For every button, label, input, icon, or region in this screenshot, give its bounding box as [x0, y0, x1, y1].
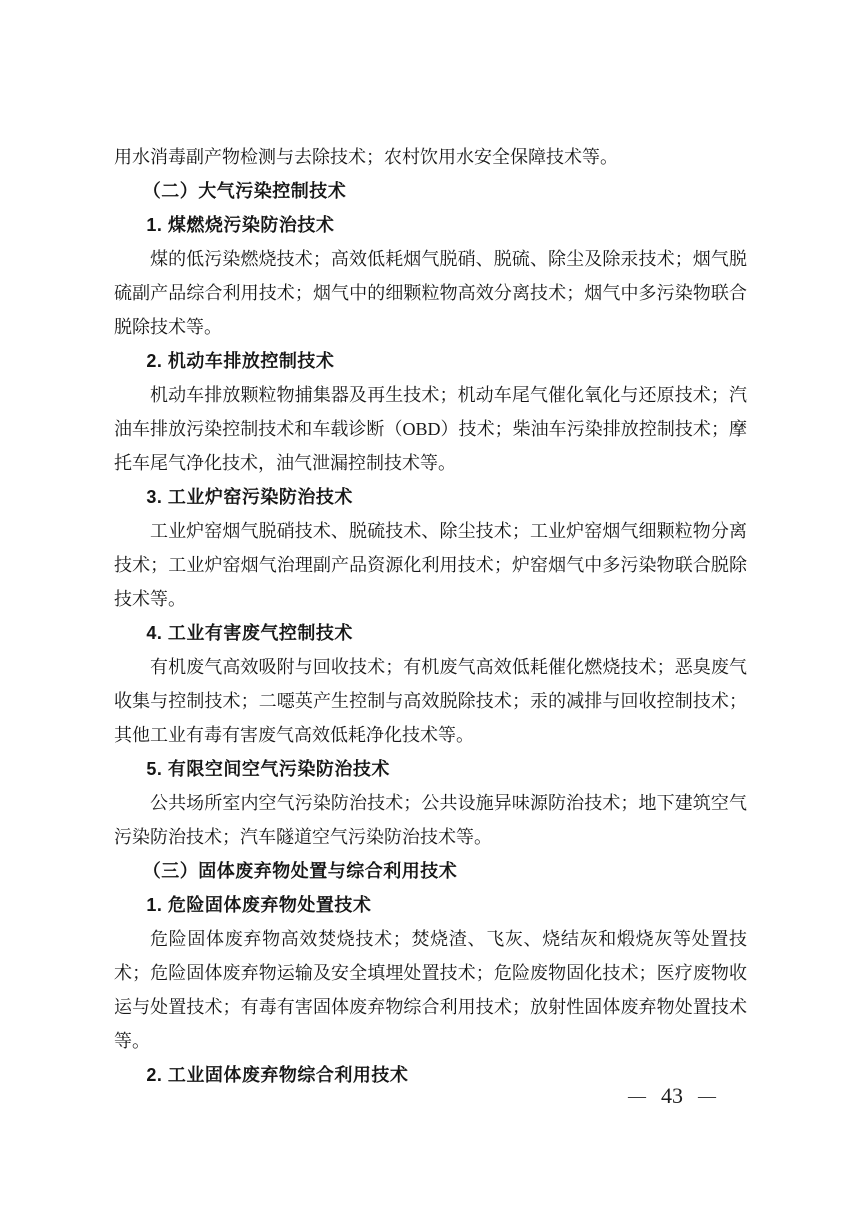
numbered-heading: 3. 工业炉窑污染防治技术 [146, 487, 353, 507]
section-heading: （三）固体废弃物处置与综合利用技术 [142, 861, 458, 881]
body-paragraph: 机动车排放颗粒物捕集器及再生技术；机动车尾气催化氧化与还原技术；汽油车排放污染控制技术和车载诊断（OBD）技术；柴油车污染排放控制技术；摩托车尾气净化技术，油气泄漏控制技术等。 [114, 385, 747, 473]
body-paragraph: 危险固体废弃物高效焚烧技术；焚烧渣、飞灰、烧结灰和煅烧灰等处置技术；危险固体废弃物运输及安全填埋处置技术；危险废物固化技术；医疗废物收运与处置技术；有毒有害固体废弃物综合利用技术；放射性固体废弃物处置技术等。 [114, 929, 747, 1051]
numbered-heading: 1. 煤燃烧污染防治技术 [146, 215, 335, 235]
body-paragraph: 用水消毒副产物检测与去除技术；农村饮用水安全保障技术等。 [114, 147, 618, 167]
page-number [628, 1084, 716, 1108]
body-paragraph: 工业炉窑烟气脱硝技术、脱硫技术、除尘技术；工业炉窑烟气细颗粒物分离技术；工业炉窑烟气治理副产品资源化利用技术；炉窑烟气中多污染物联合脱除技术等。 [114, 521, 747, 609]
numbered-heading: 2. 机动车排放控制技术 [146, 351, 335, 371]
page-number-dash-right: — [698, 1086, 716, 1106]
page-number-dash-left: — [628, 1086, 646, 1106]
page-number-value: 43 [661, 1083, 683, 1108]
section-heading: （二）大气污染控制技术 [142, 181, 347, 201]
numbered-heading: 1. 危险固体废弃物处置技术 [146, 895, 372, 915]
body-paragraph: 有机废气高效吸附与回收技术；有机废气高效低耗催化燃烧技术；恶臭废气收集与控制技术；二噁英产生控制与高效脱除技术；汞的减排与回收控制技术；其他工业有毒有害废气高效低耗净化技术等。 [114, 657, 747, 745]
body-paragraph: 公共场所室内空气污染防治技术；公共设施异味源防治技术；地下建筑空气污染防治技术；汽车隧道空气污染防治技术等。 [114, 793, 747, 847]
body-paragraph: 煤的低污染燃烧技术；高效低耗烟气脱硝、脱硫、除尘及除汞技术；烟气脱硫副产品综合利用技术；烟气中的细颗粒物高效分离技术；烟气中多污染物联合脱除技术等。 [114, 249, 747, 337]
numbered-heading: 4. 工业有害废气控制技术 [146, 623, 353, 643]
document-body [114, 140, 747, 1092]
numbered-heading: 2. 工业固体废弃物综合利用技术 [146, 1065, 409, 1085]
numbered-heading: 5. 有限空间空气污染防治技术 [146, 759, 390, 779]
